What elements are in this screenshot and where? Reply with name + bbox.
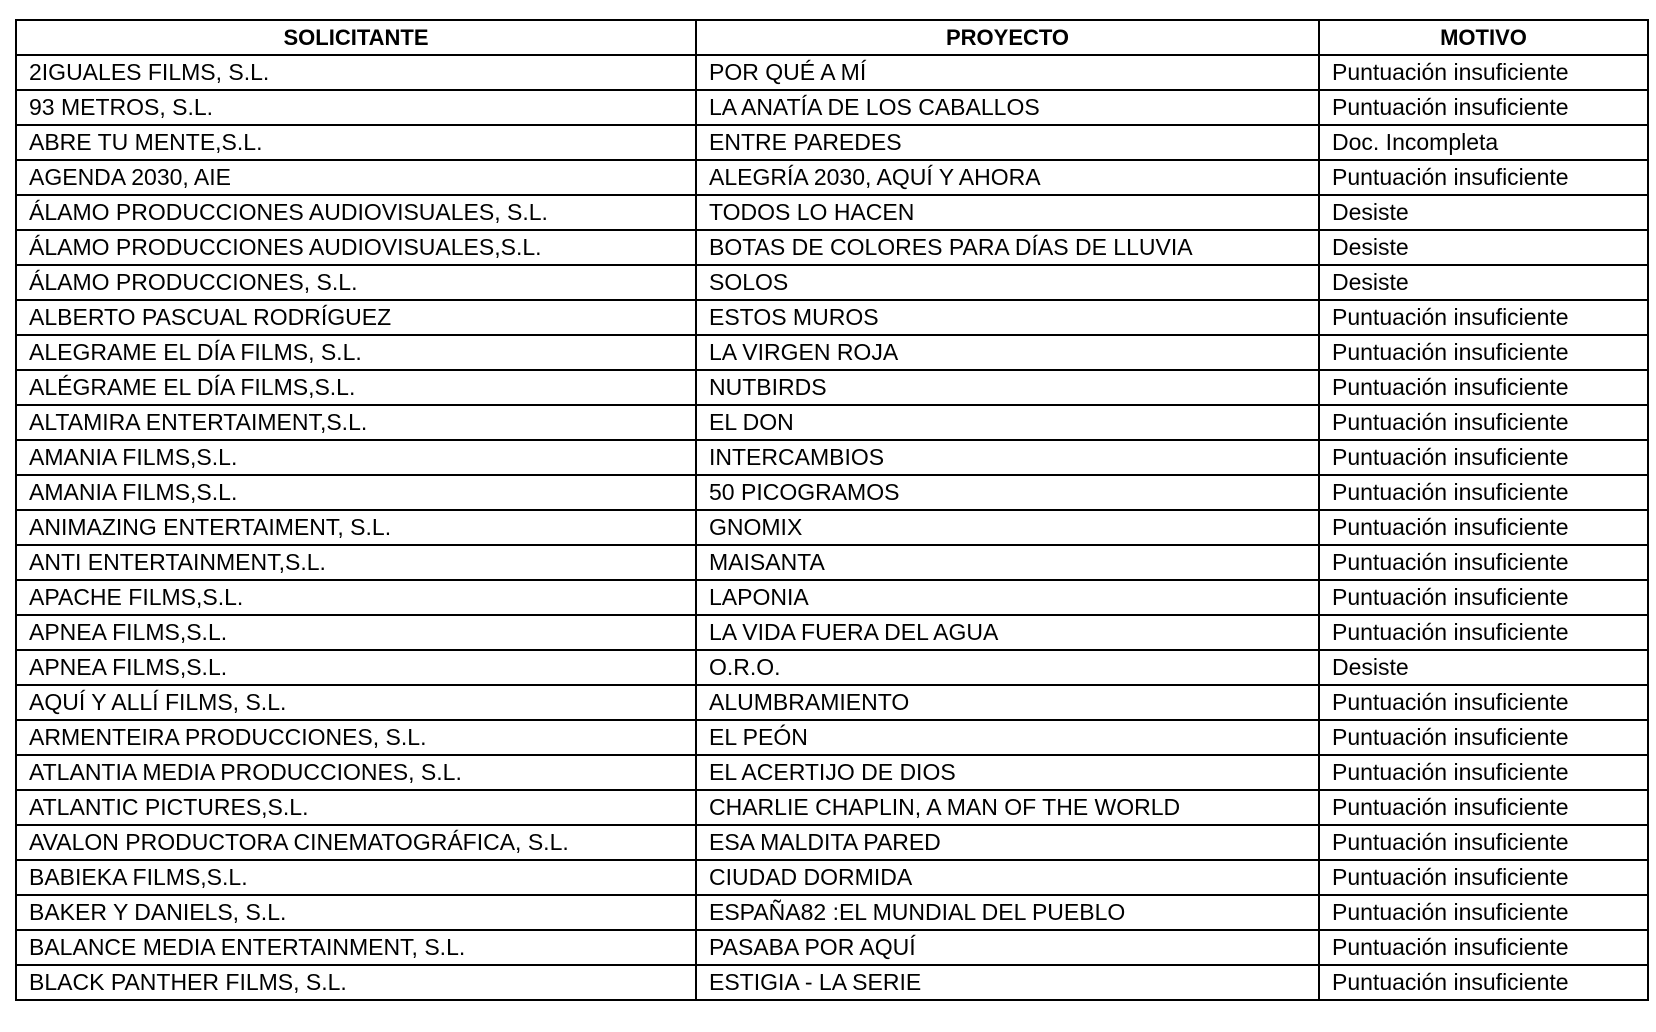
cell-motivo: Puntuación insuficiente <box>1319 615 1648 650</box>
cell-proyecto: TODOS LO HACEN <box>696 195 1319 230</box>
table-row <box>16 895 1648 930</box>
cell-motivo: Desiste <box>1319 265 1648 300</box>
header-motivo: MOTIVO <box>1319 20 1648 55</box>
cell-motivo: Puntuación insuficiente <box>1319 440 1648 475</box>
cell-solicitante: APNEA FILMS,S.L. <box>16 650 696 685</box>
cell-proyecto: LA VIDA FUERA DEL AGUA <box>696 615 1319 650</box>
cell-proyecto: GNOMIX <box>696 510 1319 545</box>
cell-proyecto: POR QUÉ A MÍ <box>696 55 1319 90</box>
cell-motivo: Puntuación insuficiente <box>1319 335 1648 370</box>
table-row <box>16 510 1648 545</box>
cell-proyecto: CHARLIE CHAPLIN, A MAN OF THE WORLD <box>696 790 1319 825</box>
cell-proyecto: INTERCAMBIOS <box>696 440 1319 475</box>
cell-proyecto: ESA MALDITA PARED <box>696 825 1319 860</box>
table-row <box>16 790 1648 825</box>
cell-motivo: Puntuación insuficiente <box>1319 965 1648 1000</box>
table-row <box>16 300 1648 335</box>
cell-proyecto: EL DON <box>696 405 1319 440</box>
cell-proyecto: ESPAÑA82 :EL MUNDIAL DEL PUEBLO <box>696 895 1319 930</box>
table-row <box>16 160 1648 195</box>
table-row <box>16 545 1648 580</box>
cell-solicitante: ALBERTO PASCUAL RODRÍGUEZ <box>16 300 696 335</box>
table-row <box>16 720 1648 755</box>
cell-proyecto: EL ACERTIJO DE DIOS <box>696 755 1319 790</box>
cell-solicitante: ABRE TU MENTE,S.L. <box>16 125 696 160</box>
cell-motivo: Puntuación insuficiente <box>1319 580 1648 615</box>
cell-motivo: Puntuación insuficiente <box>1319 90 1648 125</box>
cell-motivo: Puntuación insuficiente <box>1319 930 1648 965</box>
table-row <box>16 650 1648 685</box>
cell-solicitante: ANIMAZING ENTERTAIMENT, S.L. <box>16 510 696 545</box>
cell-solicitante: 93 METROS, S.L. <box>16 90 696 125</box>
cell-motivo: Puntuación insuficiente <box>1319 860 1648 895</box>
cell-proyecto: ENTRE PAREDES <box>696 125 1319 160</box>
cell-motivo: Puntuación insuficiente <box>1319 720 1648 755</box>
cell-motivo: Puntuación insuficiente <box>1319 545 1648 580</box>
cell-solicitante: APACHE FILMS,S.L. <box>16 580 696 615</box>
cell-solicitante: 2IGUALES FILMS, S.L. <box>16 55 696 90</box>
cell-proyecto: LA ANATÍA DE LOS CABALLOS <box>696 90 1319 125</box>
table-row <box>16 90 1648 125</box>
table-row <box>16 755 1648 790</box>
table-row <box>16 55 1648 90</box>
applicants-table <box>15 19 1649 1001</box>
cell-motivo: Doc. Incompleta <box>1319 125 1648 160</box>
table-header <box>16 20 1648 55</box>
cell-proyecto: ESTIGIA - LA SERIE <box>696 965 1319 1000</box>
cell-solicitante: ALEGRAME EL DÍA FILMS, S.L. <box>16 335 696 370</box>
cell-solicitante: AGENDA 2030, AIE <box>16 160 696 195</box>
cell-solicitante: AMANIA FILMS,S.L. <box>16 440 696 475</box>
cell-motivo: Puntuación insuficiente <box>1319 825 1648 860</box>
cell-proyecto: PASABA POR AQUÍ <box>696 930 1319 965</box>
cell-solicitante: BALANCE MEDIA ENTERTAINMENT, S.L. <box>16 930 696 965</box>
cell-proyecto: LA VIRGEN ROJA <box>696 335 1319 370</box>
cell-motivo: Desiste <box>1319 230 1648 265</box>
cell-motivo: Puntuación insuficiente <box>1319 370 1648 405</box>
cell-solicitante: ÁLAMO PRODUCCIONES, S.L. <box>16 265 696 300</box>
cell-motivo: Puntuación insuficiente <box>1319 685 1648 720</box>
cell-solicitante: AQUÍ Y ALLÍ FILMS, S.L. <box>16 685 696 720</box>
cell-proyecto: ESTOS MUROS <box>696 300 1319 335</box>
table-row <box>16 965 1648 1000</box>
header-row <box>16 20 1648 55</box>
cell-motivo: Puntuación insuficiente <box>1319 755 1648 790</box>
table-row <box>16 930 1648 965</box>
cell-motivo: Puntuación insuficiente <box>1319 160 1648 195</box>
cell-motivo: Puntuación insuficiente <box>1319 405 1648 440</box>
cell-solicitante: ÁLAMO PRODUCCIONES AUDIOVISUALES,S.L. <box>16 230 696 265</box>
cell-solicitante: BAKER Y DANIELS, S.L. <box>16 895 696 930</box>
cell-solicitante: ATLANTIC PICTURES,S.L. <box>16 790 696 825</box>
cell-solicitante: BABIEKA FILMS,S.L. <box>16 860 696 895</box>
cell-solicitante: ALÉGRAME EL DÍA FILMS,S.L. <box>16 370 696 405</box>
cell-solicitante: APNEA FILMS,S.L. <box>16 615 696 650</box>
cell-solicitante: ANTI ENTERTAINMENT,S.L. <box>16 545 696 580</box>
cell-motivo: Desiste <box>1319 195 1648 230</box>
cell-proyecto: O.R.O. <box>696 650 1319 685</box>
table-row <box>16 825 1648 860</box>
cell-solicitante: AMANIA FILMS,S.L. <box>16 475 696 510</box>
cell-proyecto: MAISANTA <box>696 545 1319 580</box>
cell-motivo: Puntuación insuficiente <box>1319 895 1648 930</box>
table-row <box>16 370 1648 405</box>
table-row <box>16 125 1648 160</box>
cell-proyecto: EL PEÓN <box>696 720 1319 755</box>
cell-proyecto: 50 PICOGRAMOS <box>696 475 1319 510</box>
cell-proyecto: BOTAS DE COLORES PARA DÍAS DE LLUVIA <box>696 230 1319 265</box>
table-row <box>16 230 1648 265</box>
cell-motivo: Puntuación insuficiente <box>1319 510 1648 545</box>
cell-solicitante: AVALON PRODUCTORA CINEMATOGRÁFICA, S.L. <box>16 825 696 860</box>
table-row <box>16 335 1648 370</box>
cell-proyecto: ALUMBRAMIENTO <box>696 685 1319 720</box>
header-solicitante: SOLICITANTE <box>16 20 696 55</box>
cell-proyecto: NUTBIRDS <box>696 370 1319 405</box>
cell-proyecto: LAPONIA <box>696 580 1319 615</box>
table-body <box>16 55 1648 1000</box>
header-proyecto: PROYECTO <box>696 20 1319 55</box>
table-row <box>16 265 1648 300</box>
cell-proyecto: ALEGRÍA 2030, AQUÍ Y AHORA <box>696 160 1319 195</box>
table-row <box>16 580 1648 615</box>
cell-motivo: Puntuación insuficiente <box>1319 300 1648 335</box>
cell-solicitante: ÁLAMO PRODUCCIONES AUDIOVISUALES, S.L. <box>16 195 696 230</box>
cell-solicitante: ALTAMIRA ENTERTAIMENT,S.L. <box>16 405 696 440</box>
table-row <box>16 405 1648 440</box>
cell-solicitante: BLACK PANTHER FILMS, S.L. <box>16 965 696 1000</box>
cell-motivo: Desiste <box>1319 650 1648 685</box>
table-row <box>16 475 1648 510</box>
table-row <box>16 685 1648 720</box>
cell-solicitante: ATLANTIA MEDIA PRODUCCIONES, S.L. <box>16 755 696 790</box>
cell-solicitante: ARMENTEIRA PRODUCCIONES, S.L. <box>16 720 696 755</box>
cell-motivo: Puntuación insuficiente <box>1319 790 1648 825</box>
table-row <box>16 440 1648 475</box>
cell-motivo: Puntuación insuficiente <box>1319 475 1648 510</box>
table-row <box>16 860 1648 895</box>
cell-motivo: Puntuación insuficiente <box>1319 55 1648 90</box>
table-row <box>16 195 1648 230</box>
table-row <box>16 615 1648 650</box>
cell-proyecto: SOLOS <box>696 265 1319 300</box>
cell-proyecto: CIUDAD DORMIDA <box>696 860 1319 895</box>
